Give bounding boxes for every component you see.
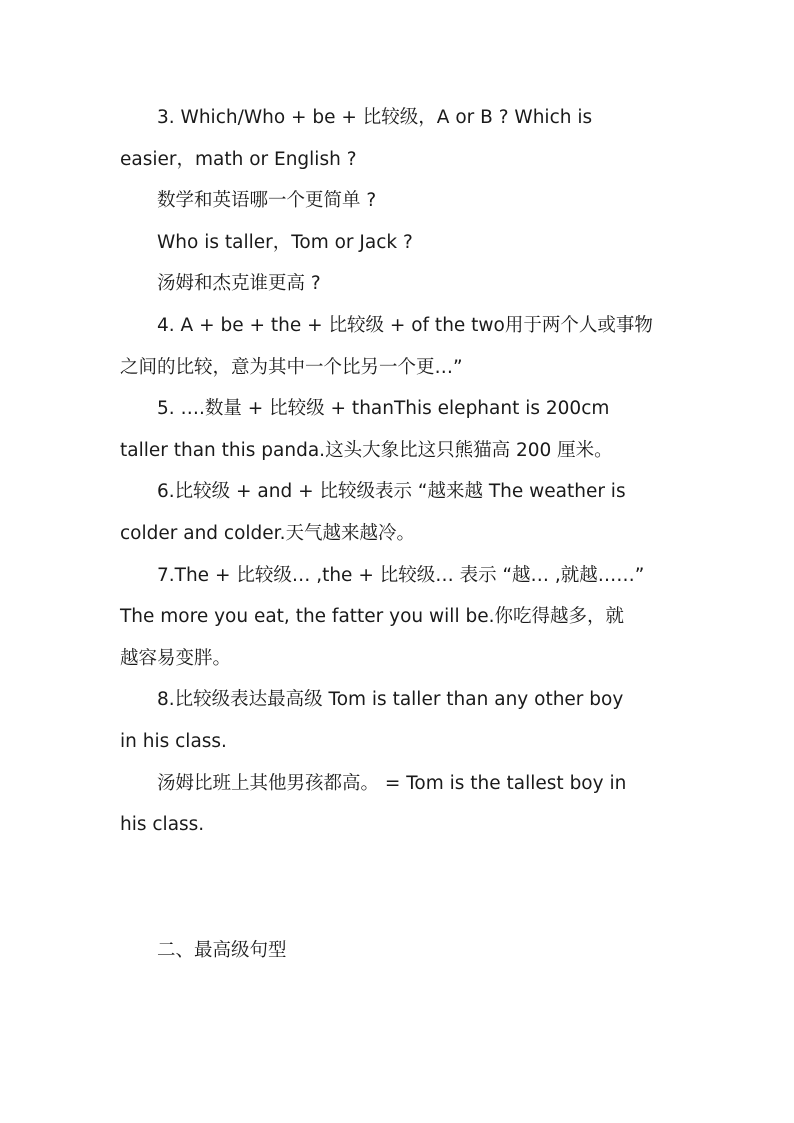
text-line: colder and colder.天气越来越冷。 xyxy=(120,522,415,544)
text-line: 6.比较级 + and + 比较级表示 “越来越 The weather is xyxy=(157,481,626,503)
text-line: 3. Which/Who + be + 比较级，A or B ? Which is xyxy=(157,107,593,128)
text-line: his class. xyxy=(120,814,205,836)
text-line: 数学和英语哪一个更简单 ? xyxy=(157,190,377,212)
text-line: in his class. xyxy=(120,730,227,752)
text-line: 5. ….数量 + 比较级 + thanThis elephant is 200cm xyxy=(157,398,610,420)
section-heading: 二、最高级句型 xyxy=(157,940,287,961)
text-line: Who is taller，Tom or Jack ? xyxy=(157,231,413,253)
text-line: taller than this panda.这头大象比这只熊猫高 200 厘米。 xyxy=(120,439,613,461)
text-line: 8.比较级表达最高级 Tom is taller than any other boy xyxy=(157,689,624,711)
text-line: 越容易变胖。 xyxy=(120,647,232,669)
text-line: 汤姆比班上其他男孩都高。 = Tom is the tallest boy in xyxy=(157,772,627,794)
text-line: 之间的比较，意为其中一个比另一个更…” xyxy=(120,356,463,378)
document-body xyxy=(120,97,680,846)
text-line: 汤姆和杰克谁更高 ? xyxy=(157,273,321,295)
text-line: The more you eat, the fatter you will be.你吃得越多，就 xyxy=(120,606,624,628)
text-line: 4. A + be + the + 比较级 + of the two用于两个人或事物 xyxy=(157,314,653,336)
text-line: 7.The + 比较级… ,the + 比较级… 表示 “越… ,就越……” xyxy=(157,564,645,586)
text-line: easier，math or English ? xyxy=(120,148,357,170)
